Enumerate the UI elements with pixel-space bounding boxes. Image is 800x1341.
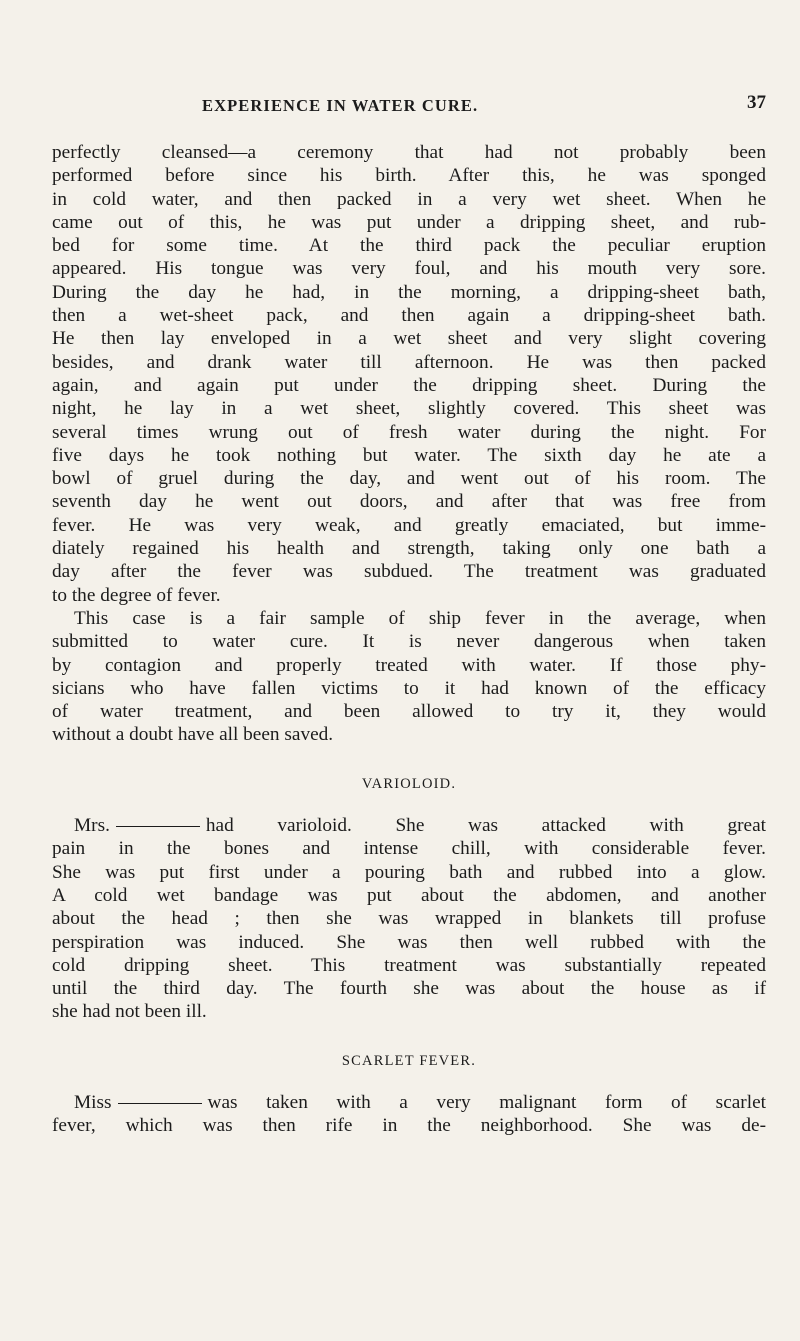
text-line: bed for some time. At the third pack the peculiar eruption [52, 235, 766, 257]
text-line: sicians who have fallen victims to it had known of the efficacy [52, 677, 766, 699]
text-line: He then lay enveloped in a wet sheet and very slight covering [52, 328, 766, 350]
text-line: bowl of gruel during the day, and went out of his room. The [52, 468, 766, 490]
text-line: without a doubt have all been saved. [52, 724, 334, 746]
text-line: about the head ; then she was wrapped in blankets till profuse [52, 908, 766, 930]
text-line: five days he took nothing but water. The sixth day he ate a [52, 444, 766, 466]
text-line: several times wrung out of fresh water during the night. For [52, 421, 766, 443]
text-line: perfectly cleansed—a ceremony that had not probably been [52, 142, 766, 163]
text-line: diately regained his health and strength, taking only one bath a [52, 538, 766, 560]
paragraph-ship-fever-summary [52, 607, 766, 747]
text-line: day after the fever was subdued. The treatment was graduated [52, 561, 766, 583]
paragraph-scarlet-fever [52, 1091, 766, 1138]
text-line: This case is a fair sample of ship fever in the average, when [74, 607, 766, 629]
text-line: performed before since his birth. After this, he was sponged [52, 165, 766, 187]
paragraph-ship-fever-case [52, 141, 766, 607]
text-line: submitted to water cure. It is never dangerous when taken [52, 631, 766, 653]
text-line: besides, and drank water till afternoon. He was then packed [52, 351, 766, 373]
text-line: A cold wet bandage was put about the abdomen, and another [52, 884, 766, 906]
text-line: fever, which was then rife in the neighborhood. She was de- [52, 1115, 766, 1137]
text-line: seventh day he went out doors, and after that was free from [52, 491, 766, 513]
text-line: again, and again put under the dripping sheet. During the [52, 374, 766, 396]
blank-name-rule [118, 1103, 202, 1104]
paragraph-varioloid [52, 814, 766, 1024]
text-line: During the day he had, in the morning, a dripping-sheet bath, [52, 281, 766, 303]
text-line: fever. He was very weak, and greatly emaciated, but imme- [52, 514, 766, 536]
text-line [52, 1091, 766, 1114]
text-line: to the degree of fever. [52, 584, 221, 606]
text-line: until the third day. The fourth she was about the house as if [52, 978, 766, 1000]
text-line [52, 814, 766, 837]
text-line: She was put first under a pouring bath and rubbed into a glow. [52, 861, 766, 883]
blank-name-rule [116, 826, 200, 827]
text-segment: had varioloid. She was attacked with great [205, 815, 766, 837]
text-line: of water treatment, and been allowed to try it, they would [52, 701, 766, 723]
page-header [52, 92, 766, 124]
text-line: by contagion and properly treated with water. If those phy- [52, 654, 766, 676]
text-line: perspiration was induced. She was then well rubbed with the [52, 931, 766, 953]
body-text [52, 141, 766, 1138]
text-line: appeared. His tongue was very foul, and his mouth very sore. [52, 258, 766, 280]
text-line: cold dripping sheet. This treatment was substantially repeated [52, 954, 766, 976]
section-heading-scarlet-fever: SCARLET FEVER. [341, 1052, 477, 1069]
text-segment: Miss [74, 1091, 112, 1113]
text-line: pain in the bones and intense chill, with considerable fever. [52, 838, 766, 860]
text-line: came out of this, he was put under a dripping sheet, and rub- [52, 211, 766, 233]
text-line: in cold water, and then packed in a very wet sheet. When he [52, 188, 766, 210]
page-number: 37 [747, 92, 766, 113]
text-segment: Mrs. [74, 815, 110, 837]
section-heading-varioloid: VARIOLOID. [361, 775, 457, 792]
text-line: night, he lay in a wet sheet, slightly covered. This sheet was [52, 398, 766, 420]
running-head: EXPERIENCE IN WATER CURE. [202, 96, 479, 115]
text-line: then a wet-sheet pack, and then again a dripping-sheet bath. [52, 305, 766, 327]
text-segment: was taken with a very malignant form of scarlet [207, 1091, 766, 1113]
text-line: she had not been ill. [52, 1001, 207, 1023]
